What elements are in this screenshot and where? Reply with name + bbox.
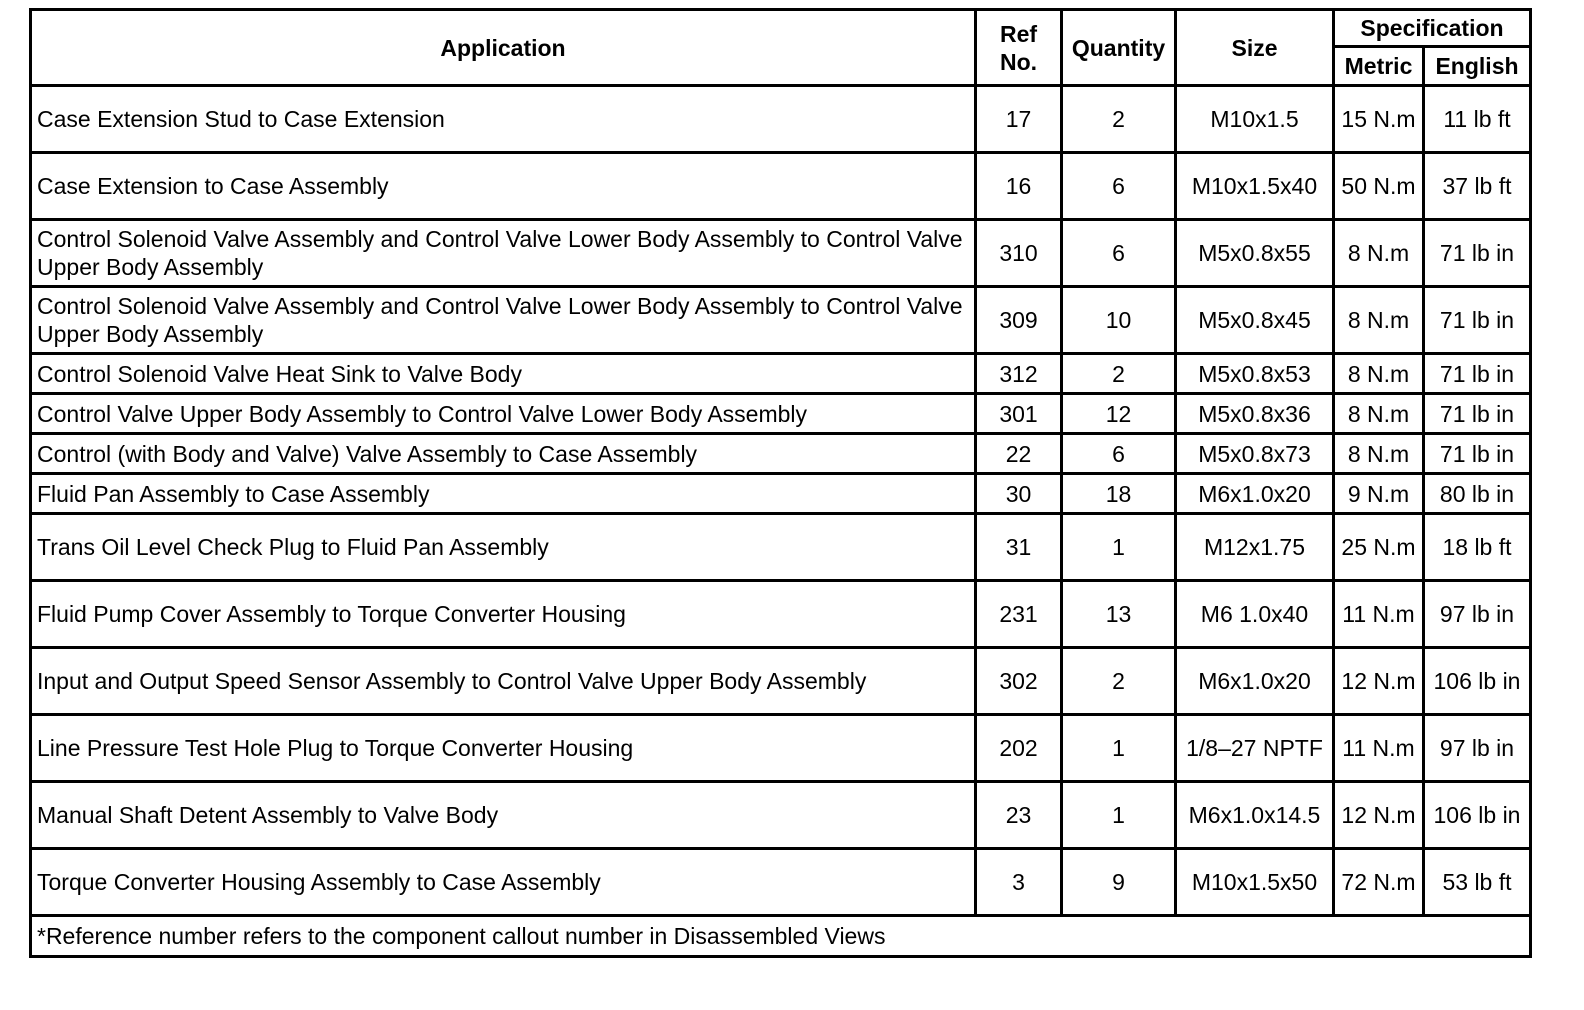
cell-size-text: M5x0.8x73 xyxy=(1198,440,1311,467)
cell-english xyxy=(1424,153,1531,220)
cell-size-text: M6x1.0x14.5 xyxy=(1188,802,1321,828)
cell-english xyxy=(1424,354,1531,394)
cell-metric-text: 50 N.m xyxy=(1341,173,1416,199)
cell-ref-no: 309 xyxy=(976,287,1062,354)
cell-quantity: 18 xyxy=(1062,474,1176,514)
cell-english xyxy=(1424,514,1531,581)
table-row xyxy=(31,287,1531,354)
cell-application: Line Pressure Test Hole Plug to Torque Converter Housing xyxy=(31,715,976,782)
header-row-top xyxy=(31,10,1531,47)
cell-english xyxy=(1424,474,1531,514)
cell-english-text: 71 lb in xyxy=(1439,360,1515,387)
cell-metric xyxy=(1334,782,1424,849)
cell-ref-no: 3 xyxy=(976,849,1062,916)
cell-size-text: M10x1.5x50 xyxy=(1191,869,1318,895)
cell-metric-text: 8 N.m xyxy=(1347,307,1410,333)
cell-english-text: 71 lb in xyxy=(1439,307,1515,333)
cell-application: Manual Shaft Detent Assembly to Valve Body xyxy=(31,782,976,849)
cell-ref-no: 301 xyxy=(976,394,1062,434)
cell-quantity: 12 xyxy=(1062,394,1176,434)
header-size: Size xyxy=(1176,10,1334,86)
table-row xyxy=(31,782,1531,849)
cell-english xyxy=(1424,287,1531,354)
footnote-row xyxy=(31,916,1531,957)
cell-size-text: M10x1.5x40 xyxy=(1191,173,1318,199)
cell-ref-no: 312 xyxy=(976,354,1062,394)
cell-ref-no: 30 xyxy=(976,474,1062,514)
cell-metric-text: 8 N.m xyxy=(1347,240,1410,266)
header-specification: Specification xyxy=(1334,10,1531,47)
cell-size-text: M6x1.0x20 xyxy=(1198,480,1311,507)
cell-size-text: M5x0.8x36 xyxy=(1198,400,1311,427)
cell-size-text: 1/8–27 NPTF xyxy=(1186,735,1323,761)
cell-english-text: 97 lb in xyxy=(1439,735,1515,761)
cell-english xyxy=(1424,394,1531,434)
cell-application: Trans Oil Level Check Plug to Fluid Pan Assembly xyxy=(31,514,976,581)
cell-metric-text: 12 N.m xyxy=(1341,668,1416,694)
cell-english xyxy=(1424,849,1531,916)
cell-size xyxy=(1176,782,1334,849)
cell-ref-no: 231 xyxy=(976,581,1062,648)
table-body xyxy=(31,86,1531,916)
table-row xyxy=(31,715,1531,782)
cell-metric-text: 8 N.m xyxy=(1347,400,1410,427)
fastener-specification-table xyxy=(29,8,1532,958)
table-row xyxy=(31,86,1531,153)
cell-quantity: 2 xyxy=(1062,354,1176,394)
cell-metric xyxy=(1334,648,1424,715)
cell-metric-text: 15 N.m xyxy=(1341,106,1416,132)
cell-application: Control Solenoid Valve Assembly and Control Valve Lower Body Assembly to Control Valve Upper Body Assembly xyxy=(31,220,976,287)
table-row xyxy=(31,354,1531,394)
cell-english xyxy=(1424,715,1531,782)
cell-size-text: M5x0.8x45 xyxy=(1198,307,1311,333)
cell-english-text: 71 lb in xyxy=(1439,400,1515,427)
table-row xyxy=(31,581,1531,648)
cell-metric-text: 12 N.m xyxy=(1341,802,1416,828)
cell-application: Case Extension Stud to Case Extension xyxy=(31,86,976,153)
cell-ref-no: 302 xyxy=(976,648,1062,715)
cell-size xyxy=(1176,220,1334,287)
cell-ref-no: 310 xyxy=(976,220,1062,287)
cell-english-text: 53 lb ft xyxy=(1442,869,1512,895)
cell-english-text: 106 lb in xyxy=(1433,668,1521,694)
cell-quantity: 1 xyxy=(1062,715,1176,782)
table-row xyxy=(31,434,1531,474)
cell-english-text: 18 lb ft xyxy=(1442,534,1512,560)
header-application: Application xyxy=(31,10,976,86)
cell-english xyxy=(1424,220,1531,287)
cell-metric xyxy=(1334,354,1424,394)
cell-metric xyxy=(1334,715,1424,782)
cell-application: Case Extension to Case Assembly xyxy=(31,153,976,220)
header-ref-no xyxy=(976,10,1062,86)
cell-english-text: 37 lb ft xyxy=(1442,173,1512,199)
cell-english xyxy=(1424,434,1531,474)
header-ref-no-label: Ref No. xyxy=(999,20,1038,75)
cell-english-text: 106 lb in xyxy=(1433,802,1521,828)
cell-quantity: 6 xyxy=(1062,434,1176,474)
cell-quantity: 9 xyxy=(1062,849,1176,916)
cell-quantity: 1 xyxy=(1062,782,1176,849)
cell-english xyxy=(1424,581,1531,648)
cell-size-text: M10x1.5 xyxy=(1210,106,1299,132)
cell-english-text: 71 lb in xyxy=(1439,440,1515,467)
header-quantity: Quantity xyxy=(1062,10,1176,86)
cell-size xyxy=(1176,849,1334,916)
fastener-spec-sheet xyxy=(29,8,1532,958)
cell-metric xyxy=(1334,514,1424,581)
cell-size xyxy=(1176,287,1334,354)
cell-size xyxy=(1176,153,1334,220)
cell-metric xyxy=(1334,220,1424,287)
cell-english xyxy=(1424,782,1531,849)
cell-application: Control Solenoid Valve Heat Sink to Valve Body xyxy=(31,354,976,394)
cell-application: Fluid Pump Cover Assembly to Torque Converter Housing xyxy=(31,581,976,648)
cell-application: Control (with Body and Valve) Valve Assembly to Case Assembly xyxy=(31,434,976,474)
table-row xyxy=(31,153,1531,220)
table-row xyxy=(31,474,1531,514)
cell-application: Torque Converter Housing Assembly to Case Assembly xyxy=(31,849,976,916)
cell-size-text: M6x1.0x20 xyxy=(1198,668,1311,694)
cell-size xyxy=(1176,474,1334,514)
cell-size-text: M12x1.75 xyxy=(1203,534,1305,560)
cell-metric-text: 11 N.m xyxy=(1342,735,1415,761)
cell-size-text: M6 1.0x40 xyxy=(1200,601,1309,627)
cell-size xyxy=(1176,394,1334,434)
cell-size xyxy=(1176,581,1334,648)
cell-metric xyxy=(1334,153,1424,220)
cell-size xyxy=(1176,715,1334,782)
cell-application: Control Valve Upper Body Assembly to Control Valve Lower Body Assembly xyxy=(31,394,976,434)
cell-size-text: M5x0.8x53 xyxy=(1198,360,1311,387)
cell-size-text: M5x0.8x55 xyxy=(1198,240,1311,266)
cell-quantity: 13 xyxy=(1062,581,1176,648)
cell-quantity: 2 xyxy=(1062,648,1176,715)
cell-ref-no: 202 xyxy=(976,715,1062,782)
cell-size xyxy=(1176,434,1334,474)
cell-quantity: 1 xyxy=(1062,514,1176,581)
cell-ref-no: 23 xyxy=(976,782,1062,849)
cell-ref-no: 31 xyxy=(976,514,1062,581)
cell-application: Input and Output Speed Sensor Assembly to Control Valve Upper Body Assembly xyxy=(31,648,976,715)
table-row xyxy=(31,849,1531,916)
cell-ref-no: 17 xyxy=(976,86,1062,153)
table-row xyxy=(31,514,1531,581)
table-row xyxy=(31,648,1531,715)
cell-metric xyxy=(1334,287,1424,354)
cell-ref-no: 22 xyxy=(976,434,1062,474)
cell-english-text: 80 lb in xyxy=(1439,480,1515,507)
cell-ref-no: 16 xyxy=(976,153,1062,220)
cell-english-text: 71 lb in xyxy=(1439,240,1515,266)
cell-metric xyxy=(1334,849,1424,916)
table-row xyxy=(31,220,1531,287)
cell-metric-text: 72 N.m xyxy=(1341,869,1416,895)
header-english: English xyxy=(1424,47,1531,86)
cell-english xyxy=(1424,648,1531,715)
cell-application: Fluid Pan Assembly to Case Assembly xyxy=(31,474,976,514)
footnote: *Reference number refers to the component callout number in Disassembled Views xyxy=(31,916,1531,957)
cell-size xyxy=(1176,648,1334,715)
cell-metric xyxy=(1334,581,1424,648)
cell-quantity: 10 xyxy=(1062,287,1176,354)
table-row xyxy=(31,394,1531,434)
header-metric: Metric xyxy=(1334,47,1424,86)
cell-metric-text: 8 N.m xyxy=(1347,360,1410,387)
cell-quantity: 6 xyxy=(1062,153,1176,220)
cell-metric-text: 8 N.m xyxy=(1347,440,1410,467)
cell-metric-text: 25 N.m xyxy=(1341,534,1416,560)
cell-size xyxy=(1176,86,1334,153)
cell-english xyxy=(1424,86,1531,153)
cell-size xyxy=(1176,514,1334,581)
cell-metric xyxy=(1334,394,1424,434)
cell-metric xyxy=(1334,86,1424,153)
cell-english-text: 97 lb in xyxy=(1439,601,1515,627)
cell-application: Control Solenoid Valve Assembly and Control Valve Lower Body Assembly to Control Valve Upper Body Assembly xyxy=(31,287,976,354)
cell-metric xyxy=(1334,474,1424,514)
cell-quantity: 2 xyxy=(1062,86,1176,153)
cell-metric xyxy=(1334,434,1424,474)
cell-size xyxy=(1176,354,1334,394)
cell-quantity: 6 xyxy=(1062,220,1176,287)
cell-metric-text: 11 N.m xyxy=(1342,601,1415,627)
cell-metric-text: 9 N.m xyxy=(1347,480,1410,507)
cell-english-text: 11 lb ft xyxy=(1443,106,1511,132)
